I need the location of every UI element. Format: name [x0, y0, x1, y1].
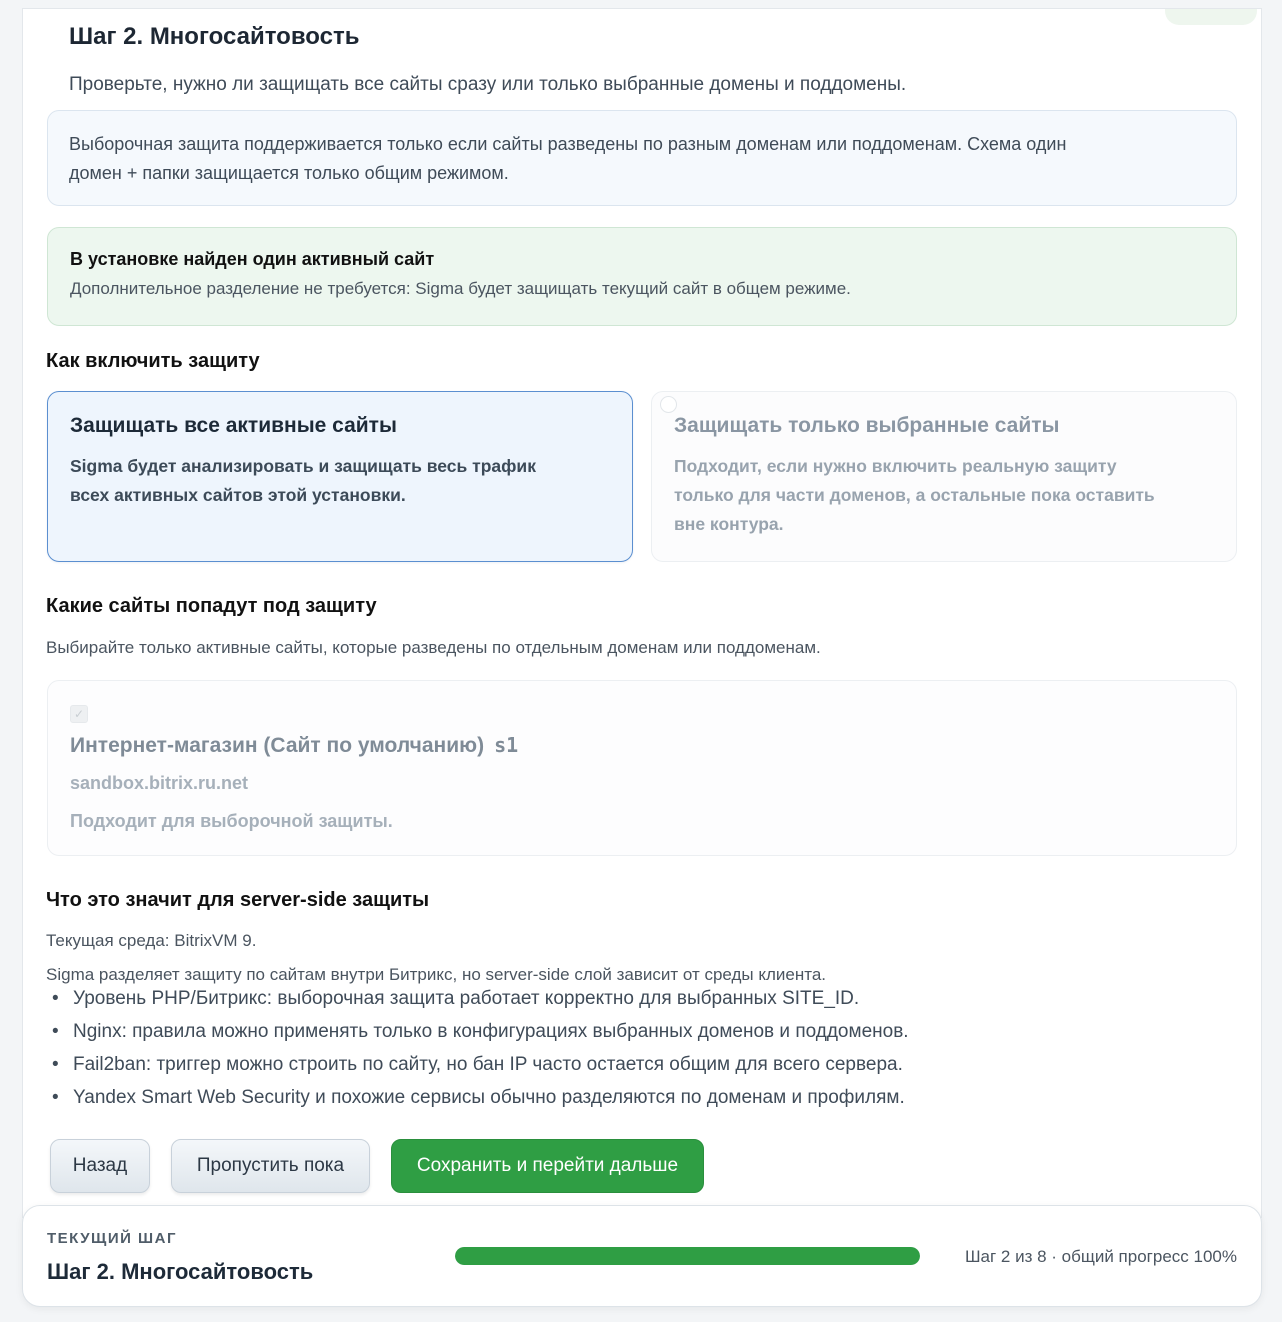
- progress-footer: [22, 1205, 1262, 1307]
- option-text-line: только для части доменов, а остальные пока оставить: [674, 485, 1155, 505]
- site-name-row: [70, 733, 518, 758]
- current-step-title: Шаг 2. Многосайтовость: [47, 1259, 314, 1284]
- notice-title: В установке найден один активный сайт: [70, 249, 435, 269]
- list-item: • Fail2ban: триггер можно строить по сайту, но бан IP часто остается общим для всего сервера.: [50, 1054, 909, 1087]
- info-line-2: домен + папки защищается только общим режимом.: [69, 163, 509, 183]
- site-item[interactable]: [47, 680, 1237, 856]
- back-button[interactable]: Назад: [50, 1139, 150, 1193]
- top-status-pill: [1165, 9, 1257, 25]
- site-domain: sandbox.bitrix.ru.net: [70, 773, 249, 793]
- server-side-description: Sigma разделяет защиту по сайтам внутри Битрикс, но server-side слой зависит от среды клиента.: [46, 965, 827, 984]
- site-code: s1: [494, 733, 519, 757]
- option-protect-all[interactable]: [47, 391, 633, 562]
- radio-button[interactable]: [660, 396, 677, 413]
- option-text-line: всех активных сайтов этой установки.: [70, 485, 406, 505]
- site-name: Интернет-магазин (Сайт по умолчанию): [70, 734, 485, 757]
- option-title: Защищать все активные сайты: [70, 414, 397, 437]
- site-note: Подходит для выборочной защиты.: [70, 811, 393, 831]
- option-title: Защищать только выбранные сайты: [674, 414, 1060, 437]
- info-callout: [47, 110, 1237, 206]
- option-text-line: Sigma будет анализировать и защищать весь трафик: [70, 456, 536, 476]
- success-notice: [47, 227, 1237, 326]
- sites-description: Выбирайте только активные сайты, которые разведены по отдельным доменам или поддоменам.: [46, 638, 821, 657]
- info-line-1: Выборочная защита поддерживается только если сайты разведены по разным доменам или поддоменам. Схема один: [69, 134, 1067, 154]
- option-protect-selected[interactable]: [651, 391, 1237, 562]
- site-checkbox[interactable]: ✓: [70, 705, 88, 723]
- notice-text: Дополнительное разделение не требуется: Sigma будет защищать текущий сайт в общем режиме.: [70, 279, 851, 298]
- skip-button[interactable]: Пропустить пока: [171, 1139, 370, 1193]
- server-side-list: [50, 988, 909, 1120]
- list-item: • Yandex Smart Web Security и похожие сервисы обычно разделяются по доменам и профилям.: [50, 1087, 909, 1120]
- option-text-line: Подходит, если нужно включить реальную защиту: [674, 456, 1117, 476]
- sites-heading: Какие сайты попадут под защиту: [46, 595, 377, 617]
- option-text-line: вне контура.: [674, 514, 784, 534]
- page-description: Проверьте, нужно ли защищать все сайты сразу или только выбранные домены и поддомены.: [69, 74, 907, 95]
- server-side-heading: Что это значит для server-side защиты: [46, 889, 430, 911]
- save-and-continue-button[interactable]: Сохранить и перейти дальше: [391, 1139, 704, 1193]
- page-title: Шаг 2. Многосайтовость: [69, 23, 360, 50]
- progress-bar-fill: [455, 1247, 920, 1265]
- progress-bar: [455, 1247, 920, 1265]
- list-item: • Уровень PHP/Битрикс: выборочная защита работает корректно для выбранных SITE_ID.: [50, 988, 909, 1021]
- current-step-label: ТЕКУЩИЙ ШАГ: [47, 1230, 177, 1247]
- progress-text: Шаг 2 из 8 · общий прогресс 100%: [964, 1247, 1237, 1266]
- environment-text: Текущая среда: BitrixVM 9.: [46, 931, 257, 950]
- protection-heading: Как включить защиту: [46, 350, 260, 372]
- list-item: • Nginx: правила можно применять только в конфигурациях выбранных доменов и поддоменов.: [50, 1021, 909, 1054]
